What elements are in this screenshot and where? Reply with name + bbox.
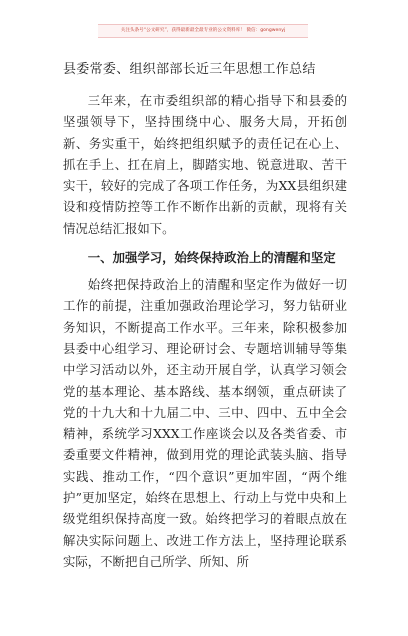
- banner-text: 关注头条号“公文研究”，获得最新最全最专业的公文资料库！ 微信：gongwenyj: [120, 28, 286, 33]
- document-body: [63, 60, 347, 636]
- section-heading: 一、加强学习，始终保持政治上的清醒和坚定: [87, 250, 336, 266]
- header-banner: [98, 24, 308, 38]
- section-body-container: [63, 274, 347, 636]
- intro-paragraph: 三年来，在市委组织部的精心指导下和县委的坚强领导下，坚持围绕中心、服务大局，开拓创新、务实重干，始终把组织赋予的责任记在心上、抓在手上、扛在肩上，脚踏实地、锐意进取、苦干实干，较好的完成了各项工作任务，为XX县组织建设和疫情防控等工作不断作出新的贡献，现将有关情况总结汇报如下。: [63, 93, 347, 236]
- document-title: 县委常委、组织部部长近三年思想工作总结: [63, 62, 316, 77]
- section-paragraph: 始终把保持政治上的清醒和坚定作为做好一切工作的前提，注重加强政治理论学习，努力钻研业务知识，不断提高工作水平。三年来，除积极参加县委中心组学习、理论研讨会、专题培训辅导等集中学习活动以外，还主动开展自学，认真学习领会党的基本理论、基本路线、基本纲领，重点研读了党的十九大和十九届二中、三中、四中、五中全会精神，系统学习XXX工作座谈会以及各类省委、市委重要文件精神，做到用党的理论武装头脑、指导实践、推动工作，“四个意识”更加牢固，“两个维护”更加坚定，始终在思想上、行动上与党中央和上级党组织保持高度一致。始终把学习的着眼点放在解决实际问题上、改进工作方法上，坚持理论联系实际，不断把自己所学、所知、所: [63, 277, 347, 569]
